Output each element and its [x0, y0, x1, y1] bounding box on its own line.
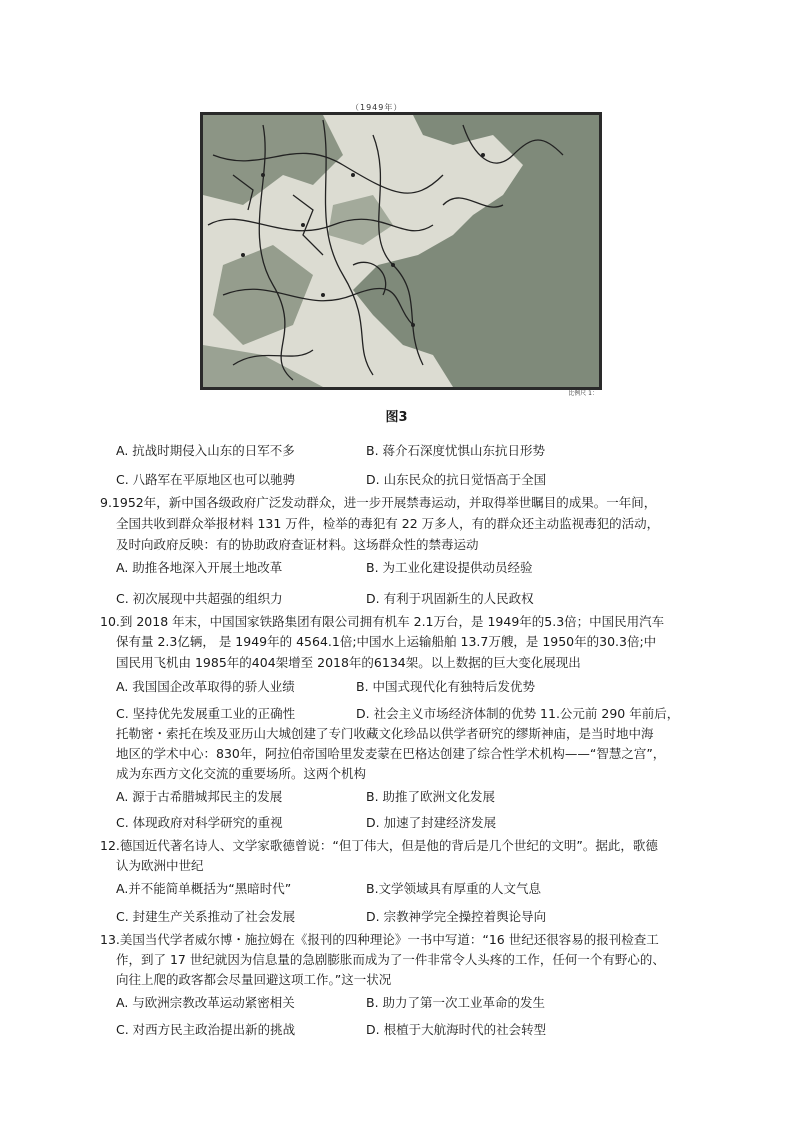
q11-option-a: A. 源于古希腊城邦民主的发展	[116, 789, 283, 804]
q12-stem-line2: 认为欧洲中世纪	[116, 858, 204, 873]
q9-option-b: B. 为工业化建设提供动员经验	[366, 560, 533, 575]
map-figure	[196, 100, 600, 400]
q8-option-b: B. 蒋介石深度忧惧山东抗日形势	[366, 443, 546, 458]
q9-option-c: C. 初次展现中共超强的组织力	[116, 591, 283, 606]
q9-stem-line2: 全国共收到群众举报材料 131 万件，检举的毒犯有 22 万多人，有的群众还主动监视毒犯的活动，	[116, 516, 660, 531]
q9-stem-line1: 9.1952年，新中国各级政府广泛发动群众，进一步开展禁毒运动，并取得举世瞩目的成果。一年间，	[100, 495, 657, 510]
q10-option-c: C. 坚持优先发展重工业的正确性	[116, 706, 296, 721]
q9-stem-line3: 及时向政府反映：有的协助政府查证材料。这场群众性的禁毒运动	[116, 537, 479, 552]
q11-option-b: B. 助推了欧洲文化发展	[366, 789, 496, 804]
map-graphic	[203, 115, 599, 387]
q13-stem-line3: 向往上爬的政客都会尽量回避这项工作。”这一状况	[116, 972, 392, 987]
q10-stem-line2: 保有量 2.3亿辆， 是 1949年的 4564.1倍;中国水上运输船舶 13.7万艘，是 1950年的30.3倍;中	[116, 634, 657, 649]
q10-option-b: B. 中国式现代化有独特后发优势	[356, 679, 536, 694]
q9-option-d: D. 有利于巩固新生的人民政权	[366, 591, 534, 606]
map-image	[200, 112, 602, 390]
q12-option-b: B.文学领域具有厚重的人文气息	[366, 881, 542, 896]
q13-option-b: B. 助力了第一次工业革命的发生	[366, 995, 546, 1010]
q10-option-a: A. 我国国企改革取得的骄人业绩	[116, 679, 295, 694]
q10-stem-line1: 10.到 2018 年末，中国国家铁路集团有限公司拥有机车 2.1万台，是 1949年的5.3倍；中国民用汽车	[100, 614, 665, 629]
q11-stem-line3: 地区的学术中心：830年，阿拉伯帝国哈里发麦蒙在巴格达创建了综合性学术机构——“智慧之宫”，	[116, 746, 666, 761]
q11-option-c: C. 体现政府对科学研究的重视	[116, 815, 283, 830]
q12-option-a: A.并不能简单概括为“黑暗时代”	[116, 881, 292, 896]
q13-option-c: C. 对西方民主政治提出新的挑战	[116, 1022, 296, 1037]
q8-option-c: C. 八路军在平原地区也可以驰骋	[116, 472, 296, 487]
map-scale-label: 比例尺 1：	[568, 390, 598, 397]
q13-stem-line1: 13.美国当代学者威尔博・施拉姆在《报刊的四种理论》一书中写道：“16 世纪还很容易的报刊检查工	[100, 932, 659, 947]
q8-option-a: A. 抗战时期侵入山东的日军不多	[116, 443, 295, 458]
map-header: （1949年）	[351, 103, 403, 112]
q11-stem-line2: 托勒密・索托在埃及亚历山大城创建了专门收藏文化珍品以供学者研究的缪斯神庙，是当时地中海	[116, 726, 654, 741]
q8-option-d: D. 山东民众的抗日觉悟高于全国	[366, 472, 547, 487]
q13-stem-line2: 作，到了 17 世纪就因为信息量的急剧膨胀而成为了一件非常令人头疼的工作，任何一个有野心的、	[116, 952, 665, 967]
figure-caption: 图3	[385, 410, 408, 425]
q12-option-c: C. 封建生产关系推动了社会发展	[116, 909, 296, 924]
q9-option-a: A. 助推各地深入开展土地改革	[116, 560, 283, 575]
q12-option-d: D. 宗教神学完全操控着舆论导向	[366, 909, 547, 924]
q11-option-d: D. 加速了封建经济发展	[366, 815, 497, 830]
q11-stem-line4: 成为东西方文化交流的重要场所。这两个机构	[116, 766, 367, 781]
q10-option-d-q11-start: D. 社会主义市场经济体制的优势 11.公元前 290 年前后，	[356, 706, 680, 721]
q10-stem-line3: 国民用飞机由 1985年的404架增至 2018年的6134架。以上数据的巨大变化展现出	[116, 655, 581, 670]
q13-option-a: A. 与欧洲宗教改革运动紧密相关	[116, 995, 295, 1010]
q13-option-d: D. 根植于大航海时代的社会转型	[366, 1022, 547, 1037]
q12-stem-line1: 12.德国近代著名诗人、文学家歌德曾说：“但丁伟大，但是他的背后是几个世纪的文明”。据此，歌德	[100, 838, 658, 853]
